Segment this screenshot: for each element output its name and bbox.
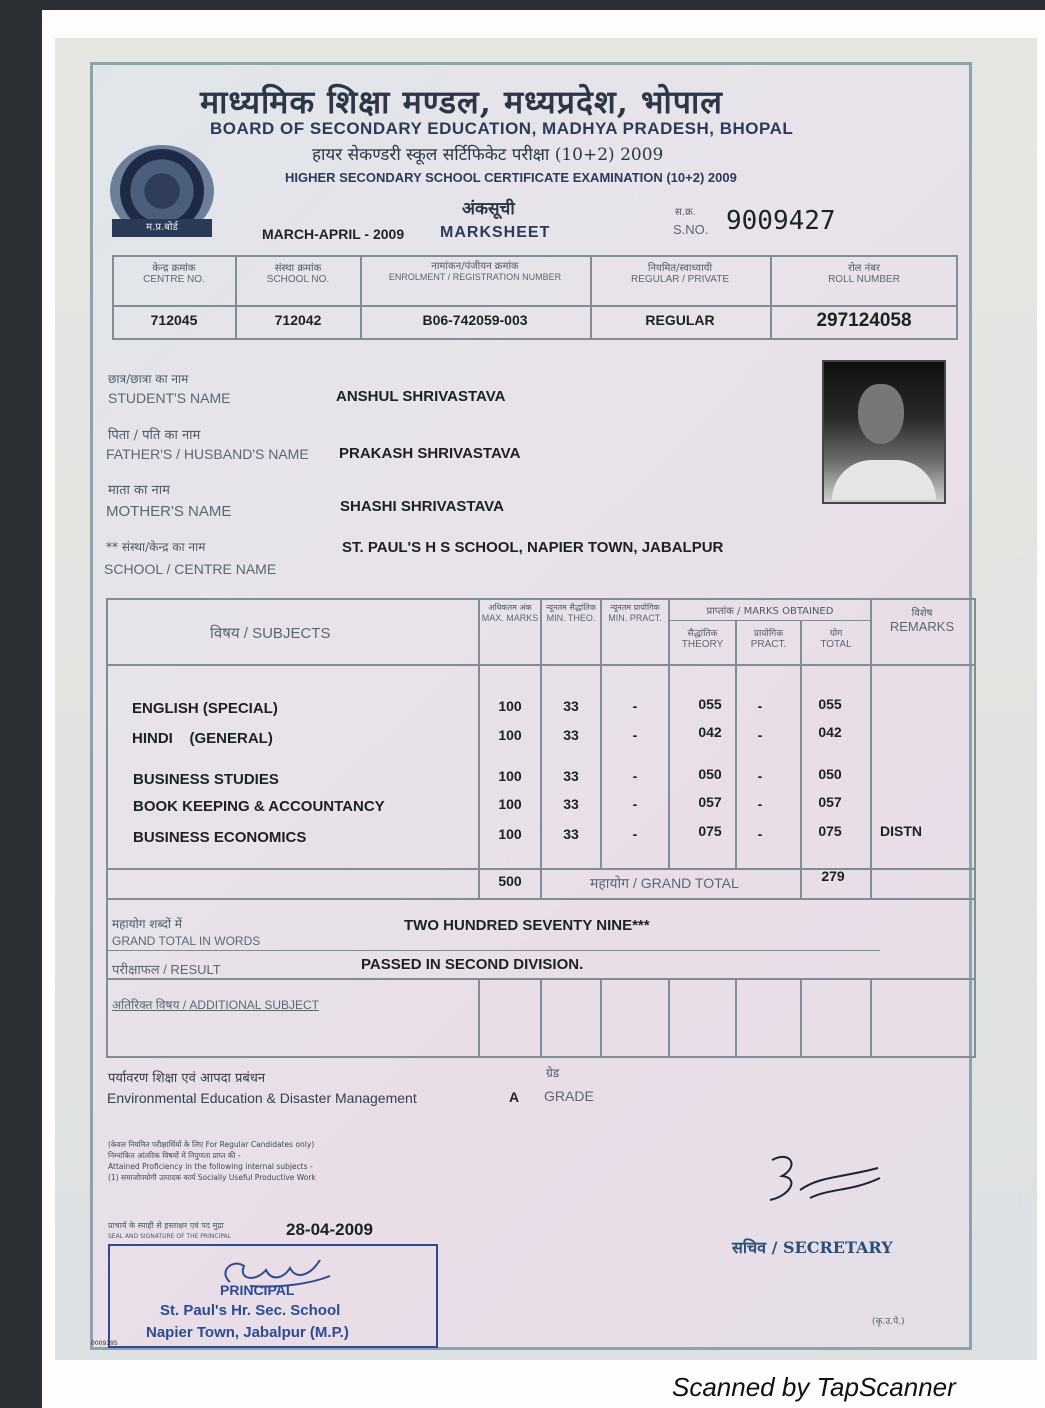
min-theory: 33 bbox=[563, 768, 579, 784]
sno-label: S.NO. bbox=[673, 222, 709, 237]
note-line: निम्नांकित आंतरिक विषयों में निपुणता प्राप्त की - bbox=[108, 1151, 241, 1160]
total-marks: 042 bbox=[818, 724, 842, 740]
subject-name: HINDI (GENERAL) bbox=[132, 730, 273, 747]
document-serial-small: 0009395 bbox=[91, 1340, 118, 1347]
grand-total-words-label: GRAND TOTAL IN WORDS bbox=[112, 934, 261, 948]
theory-marks: 042 bbox=[698, 724, 722, 740]
grand-max-marks: 500 bbox=[498, 873, 522, 889]
min-practical: - bbox=[632, 698, 638, 714]
grade-label: GRADE bbox=[544, 1088, 594, 1104]
principal-stamp bbox=[108, 1244, 438, 1348]
sno-label-hindi: स.क्र. bbox=[675, 207, 696, 218]
mother-label: MOTHER'S NAME bbox=[106, 503, 232, 520]
min-theory: 33 bbox=[563, 796, 579, 812]
subject-name: BUSINESS ECONOMICS bbox=[133, 829, 307, 846]
max-marks: 100 bbox=[498, 796, 522, 812]
theory-marks: 050 bbox=[698, 766, 722, 782]
grand-total-label: महायोग / GRAND TOTAL bbox=[590, 875, 739, 891]
father-name: PRAKASH SHRIVASTAVA bbox=[339, 445, 521, 462]
student-label-hindi: छात्र/छात्रा का नाम bbox=[108, 372, 189, 386]
additional-subject-label: अतिरिक्त विषय / ADDITIONAL SUBJECT bbox=[112, 998, 319, 1012]
roll-number: 297124058 bbox=[816, 310, 912, 331]
header-max-marks: अधिकतम अंक MAX. MARKS bbox=[481, 603, 539, 623]
practical-marks: - bbox=[757, 796, 763, 812]
subject-name: BUSINESS STUDIES bbox=[133, 771, 279, 788]
max-marks: 100 bbox=[498, 727, 522, 743]
total-marks: 057 bbox=[818, 794, 842, 810]
printer-note: (कृ.उ.पे.) bbox=[872, 1317, 905, 1327]
header-regular-private: नियमित/स्वाध्यायी REGULAR / PRIVATE bbox=[631, 263, 729, 285]
header-subjects: विषय / SUBJECTS bbox=[210, 625, 331, 642]
enrolment-no: B06-742059-003 bbox=[422, 312, 528, 328]
stamp-title: PRINCIPAL bbox=[220, 1282, 295, 1298]
marksheet-title: MARKSHEET bbox=[440, 224, 551, 241]
header-centre-no: केन्द्र क्रमांक CENTRE NO. bbox=[143, 263, 205, 285]
top-dark-bar bbox=[0, 0, 1045, 10]
father-label: FATHER'S / HUSBAND'S NAME bbox=[106, 446, 309, 462]
theory-marks: 055 bbox=[698, 696, 722, 712]
header-min-practical: न्यूनतम प्रायोगिक MIN. PRACT. bbox=[608, 603, 662, 623]
stamp-address: Napier Town, Jabalpur (M.P.) bbox=[146, 1324, 349, 1341]
total-marks: 075 bbox=[818, 823, 842, 839]
header-school-no: संस्था क्रमांक SCHOOL NO. bbox=[266, 263, 330, 285]
mother-label-hindi: माता का नाम bbox=[108, 483, 170, 498]
seal-ribbon: म.प्र.बोर्ड bbox=[112, 219, 212, 237]
practical-marks: - bbox=[757, 698, 763, 714]
scanner-watermark: Scanned by TapScanner bbox=[672, 1372, 956, 1402]
board-title-english: BOARD OF SECONDARY EDUCATION, MADHYA PRADESH, BHOPAL bbox=[210, 119, 794, 138]
exam-session: MARCH-APRIL - 2009 bbox=[262, 226, 405, 242]
env-education-label: Environmental Education & Disaster Management bbox=[107, 1090, 417, 1106]
min-practical: - bbox=[632, 796, 638, 812]
note-line: (1) समाजोपयोगी उत्पादक कार्य Socially Useful Productive Work bbox=[108, 1173, 316, 1182]
min-theory: 33 bbox=[563, 698, 579, 714]
student-photo bbox=[822, 360, 946, 504]
grand-total-words-label-hindi: महायोग शब्दों में bbox=[112, 917, 182, 931]
principal-seal-label-hindi: प्राचार्य के स्याही से हस्ताक्षर एवं पद मुद्रा bbox=[108, 1221, 224, 1230]
max-marks: 100 bbox=[498, 768, 522, 784]
exam-title-english: HIGHER SECONDARY SCHOOL CERTIFICATE EXAMINATION (10+2) 2009 bbox=[285, 170, 737, 185]
header-total: योग TOTAL bbox=[820, 629, 852, 650]
subject-name: ENGLISH (SPECIAL) bbox=[132, 700, 278, 717]
marksheet-title-hindi: अंकसूची bbox=[462, 199, 515, 219]
env-education-hindi: पर्यावरण शिक्षा एवं आपदा प्रबंधन bbox=[108, 1071, 266, 1086]
header-min-theory: न्यूनतम सैद्धांतिक MIN. THEO. bbox=[546, 603, 596, 623]
theory-marks: 075 bbox=[698, 823, 722, 839]
remark: DISTN bbox=[880, 823, 922, 839]
max-marks: 100 bbox=[498, 698, 522, 714]
school-label-hindi: ** संस्था/केन्द्र का नाम bbox=[106, 540, 206, 554]
student-name: ANSHUL SHRIVASTAVA bbox=[336, 388, 506, 405]
secretary-label: सचिव / SECRETARY bbox=[732, 1238, 893, 1257]
grade-label-hindi: ग्रेड bbox=[546, 1066, 560, 1080]
min-practical: - bbox=[632, 727, 638, 743]
centre-no: 712045 bbox=[150, 312, 198, 328]
exam-title-hindi: हायर सेकण्डरी स्कूल सर्टिफिकेट परीक्षा (10+2) 2009 bbox=[312, 145, 664, 165]
grand-total-value: 279 bbox=[821, 868, 845, 884]
school-name: ST. PAUL'S H S SCHOOL, NAPIER TOWN, JABALPUR bbox=[342, 539, 724, 556]
father-label-hindi: पिता / पति का नाम bbox=[108, 428, 201, 443]
header-remarks: विशेष REMARKS bbox=[889, 608, 955, 634]
grand-total-in-words: TWO HUNDRED SEVENTY NINE*** bbox=[404, 917, 650, 934]
board-title-hindi: माध्यमिक शिक्षा मण्डल, मध्यप्रदेश, भोपाल bbox=[200, 83, 723, 121]
min-practical: - bbox=[632, 768, 638, 784]
note-line: (केवल नियमित परीक्षार्थियों के लिए For Regular Candidates only) bbox=[108, 1140, 315, 1149]
header-practical: प्रायोगिक PRACT. bbox=[750, 629, 787, 650]
header-roll-number: रोल नंबर ROLL NUMBER bbox=[828, 263, 900, 285]
regular-private: REGULAR bbox=[645, 312, 715, 328]
mother-name: SHASHI SHRIVASTAVA bbox=[340, 498, 504, 515]
principal-seal-label: SEAL AND SIGNATURE OF THE PRINCIPAL bbox=[108, 1233, 231, 1240]
header-marks-obtained: प्राप्तांक / MARKS OBTAINED bbox=[706, 606, 834, 617]
result-label: परीक्षाफल / RESULT bbox=[112, 962, 221, 977]
total-marks: 050 bbox=[818, 766, 842, 782]
secretary-signature bbox=[760, 1148, 890, 1228]
env-grade-value: A bbox=[509, 1089, 520, 1105]
result-value: PASSED IN SECOND DIVISION. bbox=[361, 956, 584, 973]
note-line: Attained Proficiency in the following internal subjects - bbox=[108, 1162, 313, 1171]
practical-marks: - bbox=[757, 826, 763, 842]
total-marks: 055 bbox=[818, 696, 842, 712]
min-theory: 33 bbox=[563, 826, 579, 842]
serial-number: 9009427 bbox=[726, 206, 836, 236]
subject-name: BOOK KEEPING & ACCOUNTANCY bbox=[133, 798, 385, 815]
header-theory: सैद्धांतिक THEORY bbox=[681, 629, 724, 650]
min-theory: 33 bbox=[563, 727, 579, 743]
practical-marks: - bbox=[757, 768, 763, 784]
proficiency-notes bbox=[108, 1139, 316, 1183]
stamp-school: St. Paul's Hr. Sec. School bbox=[160, 1302, 341, 1319]
school-no: 712042 bbox=[274, 312, 322, 328]
min-practical: - bbox=[632, 826, 638, 842]
student-label: STUDENT'S NAME bbox=[108, 390, 231, 406]
school-label: SCHOOL / CENTRE NAME bbox=[104, 561, 277, 577]
theory-marks: 057 bbox=[698, 794, 722, 810]
header-enrolment-no: नामांकन/पंजीयन क्रमांक ENROLMENT / REGISTRATION NUMBER bbox=[388, 261, 562, 282]
issue-date: 28-04-2009 bbox=[286, 1220, 373, 1239]
max-marks: 100 bbox=[498, 826, 522, 842]
practical-marks: - bbox=[757, 727, 763, 743]
